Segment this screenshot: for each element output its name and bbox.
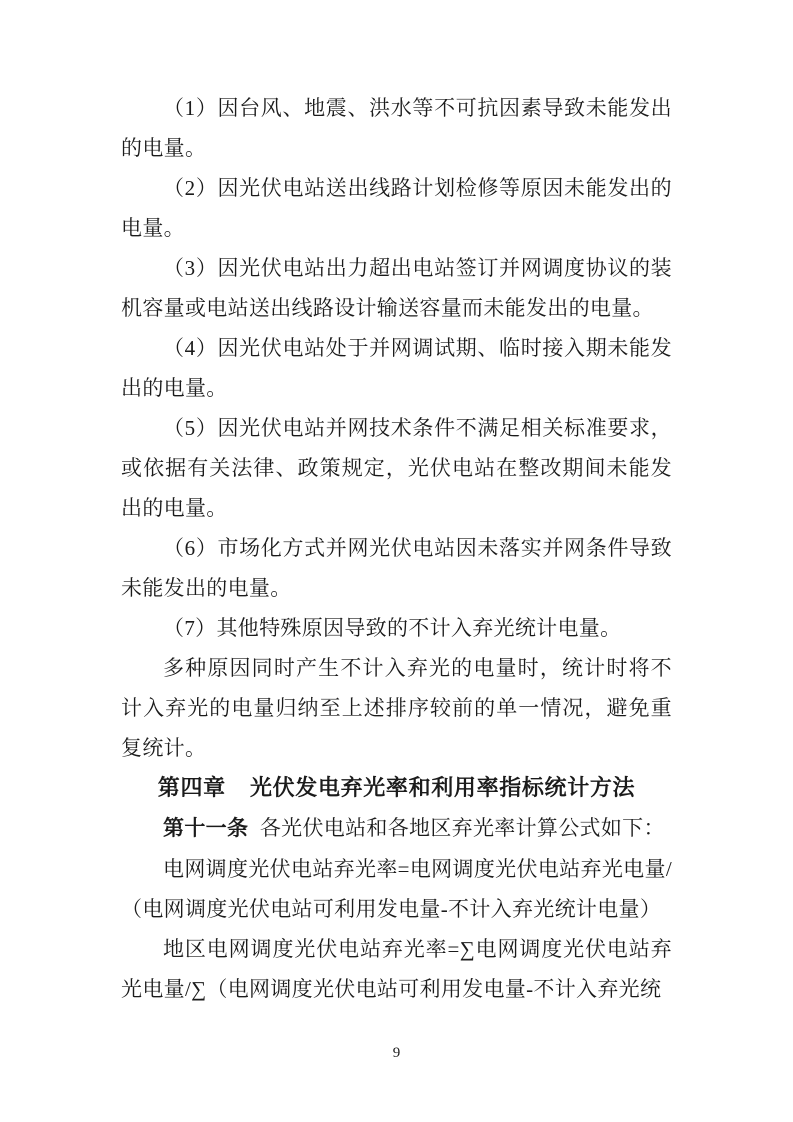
chapter-heading [121,768,672,808]
list-item-2: （2）因光伏电站送出线路计划检修等原因未能发出的电量。 [121,176,672,240]
article-text: 各光伏电站和各地区弃光率计算公式如下： [259,816,665,840]
closing-paragraph: 多种原因同时产生不计入弃光的电量时，统计时将不计入弃光的电量归纳至上述排序较前的单一情况，避免重复统计。 [121,656,672,760]
chapter-number: 第四章 [157,775,226,800]
page-content [121,88,672,1009]
list-item-5: （5）因光伏电站并网技术条件不满足相关标准要求，或依据有关法律、政策规定，光伏电站在整改期间未能发出的电量。 [121,416,672,520]
formula-station-curtailment-rate: 电网调度光伏电站弃光率=电网调度光伏电站弃光电量/（电网调度光伏电站可利用发电量-不计入弃光统计电量） [121,857,672,921]
chapter-title: 光伏发电弃光率和利用率指标统计方法 [249,775,636,800]
article-paragraph [121,808,672,849]
list-item-1: （1）因台风、地震、洪水等不可抗因素导致未能发出的电量。 [121,96,672,160]
list-item-7: （7）其他特殊原因导致的不计入弃光统计电量。 [163,616,622,640]
list-item-6: （6）市场化方式并网光伏电站因未落实并网条件导致未能发出的电量。 [121,536,672,600]
list-item-3: （3）因光伏电站出力超出电站签订并网调度协议的装机容量或电站送出线路设计输送容量而未能发出的电量。 [121,256,672,320]
page-number: 9 [392,1045,401,1061]
article-label: 第十一条 [163,817,249,840]
list-item-4: （4）因光伏电站处于并网调试期、临时接入期未能发出的电量。 [121,336,672,400]
formula-region-curtailment-rate: 地区电网调度光伏电站弃光率=∑电网调度光伏电站弃光电量/∑（电网调度光伏电站可利用发电量-不计入弃光统 [121,937,672,1001]
